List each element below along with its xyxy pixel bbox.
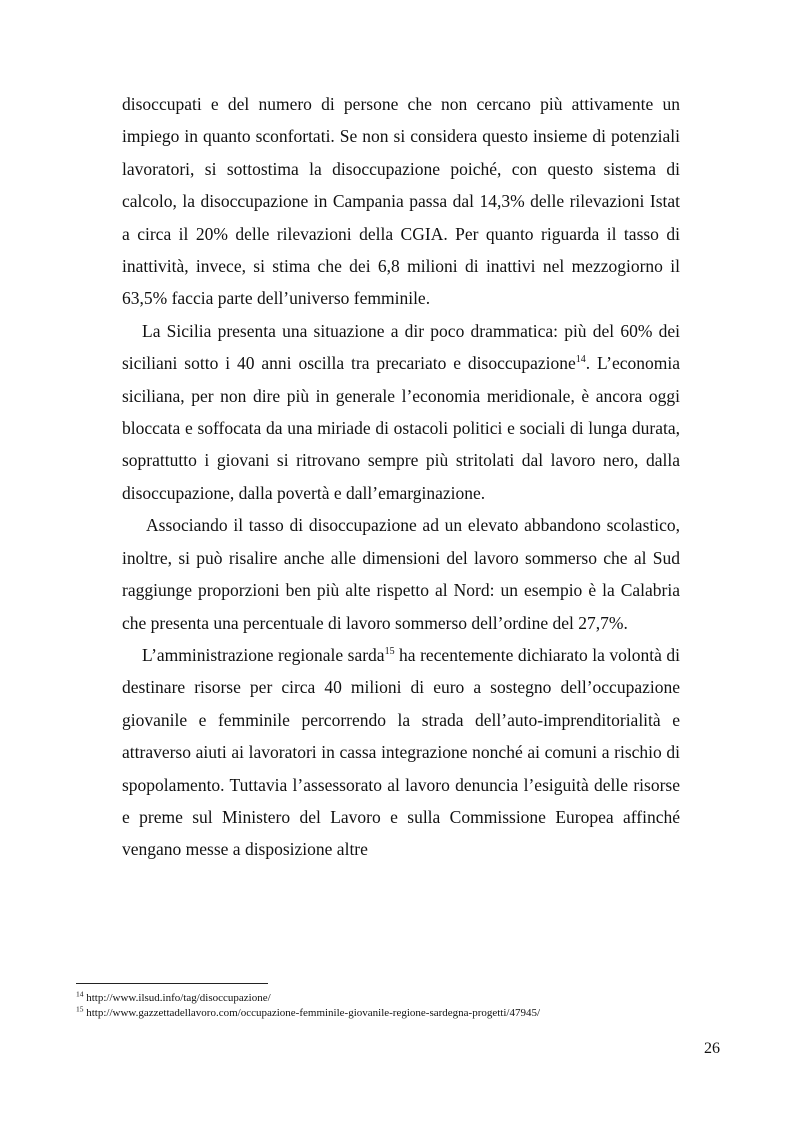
page-number: 26 [704, 1040, 720, 1057]
footnotes [76, 991, 716, 1021]
paragraph-4-text-b: ha recentemente dichiarato la volontà di destinare risorse per circa 40 milioni di euro a sostegno dell’occupazione giovanile e femminile percorrendo la strada dell’auto-imprenditorialità e attraverso aiuti ai lavoratori in cassa integrazione nonché ai comuni a rischio di spopolamento. Tuttavia l’assessorato al lavoro denuncia l’esiguità delle risorse e preme sul Ministero del Lavoro e sulla Commissione Europea affinché vengano messe a disposizione altre [122, 644, 680, 860]
paragraph-4-text-a: L’amministrazione regionale sarda [142, 644, 385, 665]
paragraph-2-text-a: La Sicilia presenta una situazione a dir poco drammatica: più del 60% dei siciliani sotto i 40 anni oscilla tra precariato e disoccupazione [122, 320, 680, 374]
footnote-number: 15 [76, 1004, 84, 1014]
footnote-separator [76, 983, 268, 984]
footnote-link[interactable]: http://www.ilsud.info/tag/disoccupazione/ [83, 992, 271, 1004]
paragraph-1: disoccupati e del numero di persone che non cercano più attivamente un impiego in quanto sconfortati. Se non si considera questo insieme di potenziali lavoratori, si sottostima la disoccupazione poiché, con questo sistema di calcolo, la disoccupazione in Campania passa dal 14,3% delle rilevazioni Istat a circa il 20% delle rilevazioni della CGIA. Per quanto riguarda il tasso di inattività, invece, si stima che dei 6,8 milioni di inattivi nel mezzogiorno il 63,5% faccia parte dell’universo femminile. [122, 94, 680, 309]
paragraph-3: Associando il tasso di disoccupazione ad un elevato abbandono scolastico, inoltre, si può risalire anche alle dimensioni del lavoro sommerso che al Sud raggiunge proporzioni ben più alte rispetto al Nord: un esempio è la Calabria che presenta una percentuale di lavoro sommerso dell’ordine del 27,7%. [122, 515, 680, 633]
footnote-ref-14[interactable]: 14 [575, 354, 586, 366]
paragraph-2 [122, 315, 680, 509]
footnote-14 [76, 991, 716, 1006]
footnote-link[interactable]: http://www.gazzettadellavoro.com/occupazione-femminile-giovanile-regione-sardegna-progetti/47945/ [83, 1007, 541, 1019]
footnote-15 [76, 1006, 716, 1021]
paragraph-4 [122, 639, 680, 866]
body-text [122, 88, 680, 866]
footnote-number: 14 [76, 989, 84, 999]
footnote-ref-15[interactable]: 15 [384, 646, 395, 658]
paragraph-2-text-b: . L’economia siciliana, per non dire più in generale l’economia meridionale, è ancora oggi bloccata e soffocata da una miriade di ostacoli politici e sociali di lunga durata, soprattutto i giovani si ritrovano sempre più stritolati dal lavoro nero, dalla disoccupazione, dalla povertà e dall’emarginazione. [122, 353, 680, 503]
